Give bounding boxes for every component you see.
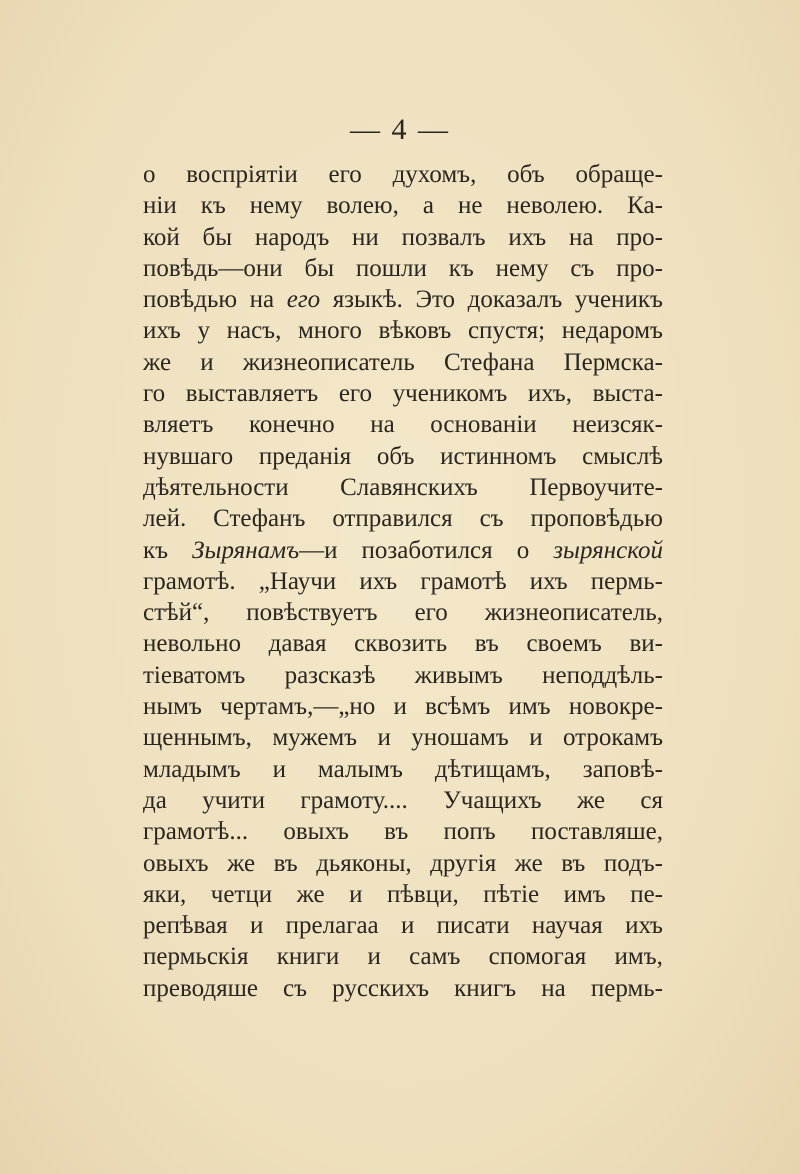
word: ихъ xyxy=(143,317,181,345)
word: ученикомъ xyxy=(392,380,508,408)
text-line xyxy=(143,973,663,1004)
word: воспріятіи xyxy=(186,161,298,188)
word: же xyxy=(227,849,256,877)
word: Стефана xyxy=(443,348,535,376)
word: Зырянамъ—и xyxy=(192,536,338,564)
word: выставляетъ xyxy=(185,380,319,408)
word: отправился xyxy=(332,505,453,533)
word: стѣй“, xyxy=(143,599,210,627)
word: выста- xyxy=(592,380,663,408)
page-number: — 4 — xyxy=(350,113,450,146)
word: и xyxy=(377,724,391,752)
word: пе- xyxy=(630,880,663,908)
word: заповѣ- xyxy=(582,755,663,783)
word: много xyxy=(297,317,362,345)
text-line xyxy=(143,159,663,190)
word: подъ- xyxy=(603,849,663,877)
word: на xyxy=(249,286,275,314)
word: повѣдью xyxy=(143,286,238,314)
word: и xyxy=(393,693,407,721)
text-line xyxy=(143,253,663,284)
text-line xyxy=(143,503,663,534)
word: его xyxy=(414,599,448,627)
word: Это xyxy=(415,286,456,314)
word: Славянскихъ xyxy=(340,473,478,501)
word: сквозить xyxy=(354,630,448,658)
text-line xyxy=(143,190,663,221)
text-line xyxy=(143,597,663,628)
text-line xyxy=(143,628,663,659)
word: отрокамъ xyxy=(562,724,663,752)
word: дьяконы, xyxy=(316,849,412,877)
word: о xyxy=(143,161,156,188)
text-line xyxy=(143,691,663,722)
word: книги xyxy=(276,943,340,971)
word: ихъ xyxy=(625,912,663,940)
word: пермь- xyxy=(590,974,663,1002)
word: неизсяк- xyxy=(572,411,663,439)
word: пѣтіе xyxy=(483,880,540,908)
word: про- xyxy=(616,254,663,282)
word: невольно xyxy=(143,630,242,658)
word: недаромъ xyxy=(561,317,663,345)
word: разсказѣ xyxy=(284,661,376,689)
word: съ xyxy=(283,974,308,1002)
word: въ xyxy=(561,849,586,877)
word: лей. xyxy=(143,505,187,533)
word: тіеватомъ xyxy=(143,661,246,689)
word: ихъ, xyxy=(527,380,572,408)
word: бы xyxy=(202,223,233,251)
word: нымъ xyxy=(143,693,202,721)
word: самъ xyxy=(409,943,461,971)
word: жизнеописатель xyxy=(242,348,415,376)
word: преводяше xyxy=(143,974,258,1002)
word: ніи xyxy=(143,192,177,220)
text-line xyxy=(143,378,663,409)
word: пошли xyxy=(355,254,427,282)
word: основаніи xyxy=(430,411,537,439)
text-line xyxy=(143,848,663,879)
word: научая xyxy=(531,912,603,940)
word: конечно xyxy=(248,411,335,439)
word: ученикъ xyxy=(574,286,663,314)
word: къ xyxy=(143,536,169,564)
word: да xyxy=(143,786,167,814)
word: и xyxy=(249,912,264,940)
text-line xyxy=(143,566,663,597)
word: грамотѣ xyxy=(420,567,507,595)
body-text xyxy=(143,159,663,1004)
word: учити xyxy=(202,786,265,814)
word: духомъ, xyxy=(392,161,477,188)
word: вѣковъ xyxy=(378,317,452,345)
word: о xyxy=(516,536,530,564)
word: грамотѣ. xyxy=(143,567,236,595)
word: чертамъ,—„но xyxy=(220,693,376,721)
text-line xyxy=(143,816,663,847)
word: объ xyxy=(507,161,545,188)
word: неподдѣль- xyxy=(542,661,663,689)
word: зырянской xyxy=(553,536,663,564)
text-line xyxy=(143,754,663,785)
word: доказалъ xyxy=(467,286,563,314)
word: и xyxy=(367,943,381,971)
text-line xyxy=(143,910,663,941)
word: у xyxy=(197,317,210,345)
word: щеннымъ, xyxy=(143,724,252,752)
word: обраще- xyxy=(575,161,663,188)
word: про- xyxy=(616,223,663,251)
text-line xyxy=(143,941,663,972)
word: же xyxy=(296,880,325,908)
word: смыслѣ xyxy=(582,442,663,470)
word: съ xyxy=(479,505,504,533)
word: и xyxy=(529,724,543,752)
word: нему xyxy=(495,254,549,282)
word: преданія xyxy=(258,442,352,470)
word: яки, xyxy=(143,880,187,908)
text-line xyxy=(143,315,663,346)
word: имъ xyxy=(508,693,551,721)
word: живымъ xyxy=(414,661,503,689)
word: Учащихъ xyxy=(443,786,542,814)
word: волею, xyxy=(326,192,399,220)
word: новокре- xyxy=(568,693,663,721)
word: пермь- xyxy=(590,567,663,595)
word: позаботился xyxy=(361,536,493,564)
word: ви- xyxy=(629,630,663,658)
word: писати xyxy=(436,912,510,940)
word: на xyxy=(370,411,395,439)
word: „Научи xyxy=(258,567,337,595)
word: его xyxy=(328,161,362,188)
word: съ xyxy=(570,254,595,282)
word: жизнеописатель, xyxy=(484,599,663,627)
text-line xyxy=(143,347,663,378)
word: повѣствуетъ xyxy=(246,599,378,627)
word: уношамъ xyxy=(411,724,509,752)
word: языкѣ. xyxy=(332,286,403,314)
word: и xyxy=(200,348,214,376)
text-line xyxy=(143,441,663,472)
word: истинномъ xyxy=(440,442,557,470)
word: его xyxy=(338,380,373,408)
word: нему xyxy=(249,192,303,220)
word: ихъ xyxy=(508,223,547,251)
word: Пермска- xyxy=(563,348,663,376)
word: къ xyxy=(200,192,226,220)
word: малымъ xyxy=(317,755,403,783)
word: ихъ xyxy=(529,567,568,595)
word: бы xyxy=(304,254,335,282)
word: позвалъ xyxy=(401,223,486,251)
word: грамотѣ... xyxy=(143,818,249,846)
word: дѣятельности xyxy=(143,473,289,501)
text-line xyxy=(143,472,663,503)
text-line xyxy=(143,409,663,440)
word: спустя; xyxy=(467,317,546,345)
text-line xyxy=(143,660,663,691)
word: и xyxy=(272,755,286,783)
text-line xyxy=(143,879,663,910)
word: пѣвци, xyxy=(386,880,459,908)
word: имъ, xyxy=(614,943,663,971)
word: другія xyxy=(430,849,497,877)
text-line xyxy=(143,535,663,566)
word: Первоучите- xyxy=(529,473,663,501)
word: а xyxy=(422,192,434,220)
word: насъ, xyxy=(226,317,282,345)
text-line xyxy=(143,222,663,253)
word: овыхъ xyxy=(283,818,349,846)
word: ихъ xyxy=(359,567,398,595)
word: же xyxy=(576,786,605,814)
word: прелагаа xyxy=(285,912,379,940)
word: не xyxy=(457,192,483,220)
word: въ xyxy=(474,630,499,658)
word: неволею. xyxy=(506,192,604,220)
word: проповѣдью xyxy=(530,505,663,533)
word: го xyxy=(143,380,166,408)
word: репѣвая xyxy=(143,912,228,940)
word: овыхъ xyxy=(143,849,209,877)
word: грамоту.... xyxy=(300,786,408,814)
word: дѣтищамъ, xyxy=(434,755,551,783)
word: русскихъ xyxy=(332,974,430,1002)
word: спомогая xyxy=(488,943,587,971)
word: попъ xyxy=(443,818,496,846)
word: Ка- xyxy=(627,192,663,220)
word: повѣдь—они xyxy=(143,254,283,282)
word: всѣмъ xyxy=(425,693,491,721)
word: кой xyxy=(143,223,180,251)
word: на xyxy=(541,974,566,1002)
word: пермьскія xyxy=(143,943,249,971)
word: Стефанъ xyxy=(213,505,306,533)
word: своемъ xyxy=(526,630,602,658)
word: объ xyxy=(376,442,415,470)
word: въ xyxy=(384,818,409,846)
word: же xyxy=(514,849,543,877)
word: и xyxy=(400,912,415,940)
word: младымъ xyxy=(143,755,241,783)
text-line xyxy=(143,785,663,816)
word: и xyxy=(349,880,363,908)
word: четци xyxy=(210,880,273,908)
word: его xyxy=(286,286,321,314)
word: въ xyxy=(273,849,298,877)
word: давая xyxy=(268,630,327,658)
word: ни xyxy=(352,223,379,251)
word: къ xyxy=(448,254,474,282)
word: ся xyxy=(640,786,663,814)
word: мужемъ xyxy=(272,724,358,752)
word: народъ xyxy=(254,223,330,251)
text-line xyxy=(143,284,663,315)
word: имъ xyxy=(563,880,606,908)
word: нувшаго xyxy=(143,442,234,470)
word: на xyxy=(568,223,594,251)
word: вляетъ xyxy=(143,411,214,439)
word: же xyxy=(143,348,172,376)
word: поставляше, xyxy=(530,818,663,846)
text-line xyxy=(143,722,663,753)
word: книгъ xyxy=(454,974,517,1002)
